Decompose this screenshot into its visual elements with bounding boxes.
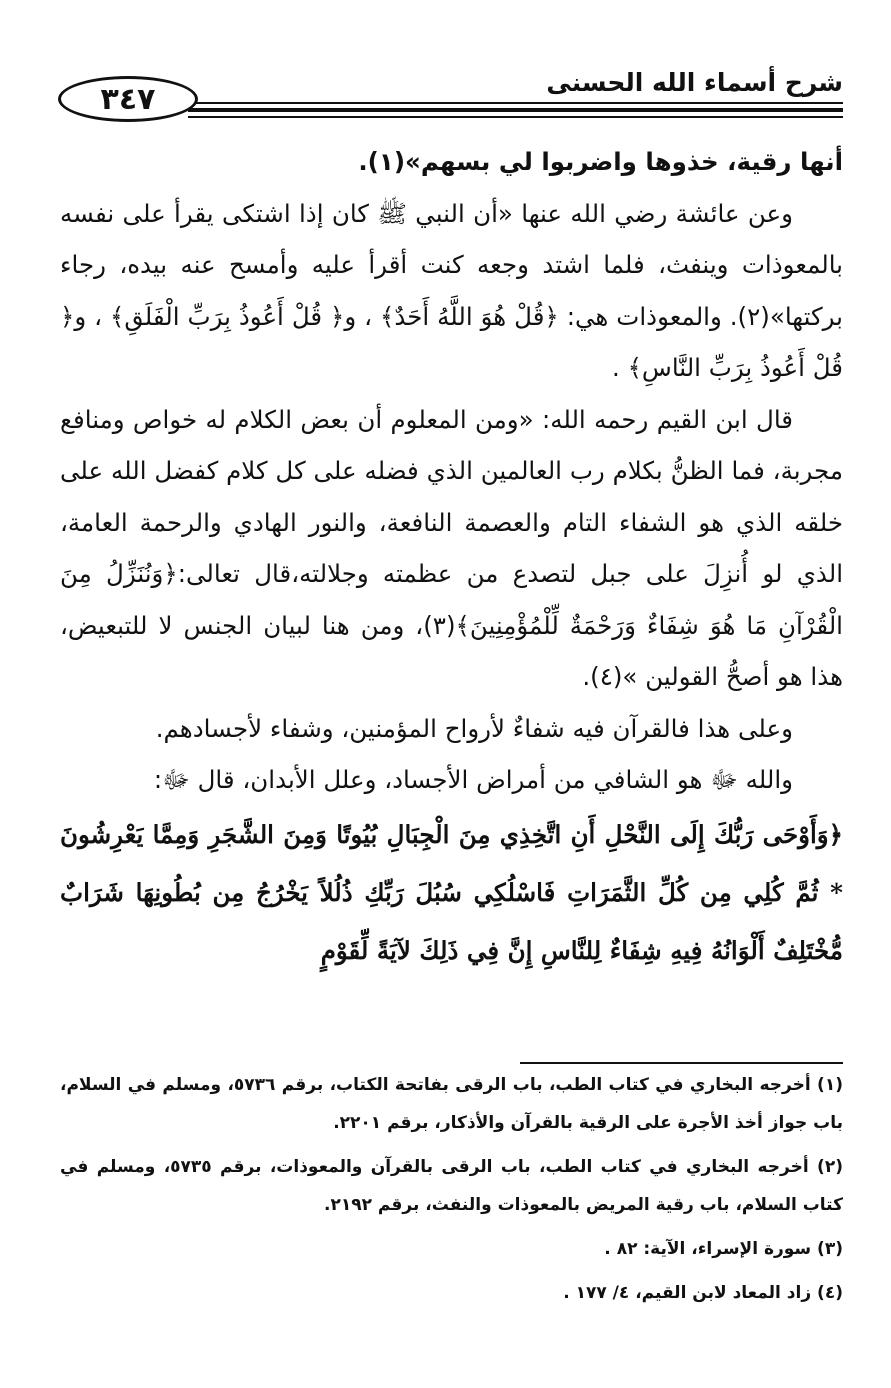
page-number: ٣٤٧	[58, 76, 198, 122]
quran-verse: ﴿وَأَوْحَى رَبُّكَ إِلَى النَّحْلِ أَنِ اتَّخِذِي مِنَ الْجِبَالِ بُيُوتًا وَمِنَ الشَّجَرِ وَمِمَّا يَعْرِشُونَ * ثُمَّ كُلِي مِن كُلِّ الثَّمَرَاتِ فَاسْلُكِي سُبُلَ رَبِّكِ ذُلُلاً يَخْرُجُ مِن بُطُونِهَا شَرَابٌ مُّخْتَلِفٌ أَلْوَانُهُ فِيهِ شِفَاءٌ لِلنَّاسِ إِنَّ فِي ذَلِكَ لآيَةً لِّقَوْمٍ	[60, 819, 843, 965]
footnote-4: (٤) زاد المعاد لابن القيم، ٤/ ١٧٧ .	[563, 1283, 843, 1303]
header-rule-top	[188, 102, 843, 104]
paragraph-3: قال ابن القيم رحمه الله: «ومن المعلوم أن بعض الكلام له خواص ومنافع مجربة، فما الظنُّ بكلام رب العالمين الذي فضله على كل كلام كفضل الله على خلقه الذي هو الشفاء التام والعصمة النافعة، والنور الهادي والرحمة العامة، الذي لو أُنزِلَ على جبل لتصدع من عظمته وجلالته،قال تعالى:﴿وَنُنَزِّلُ مِنَ الْقُرْآنِ مَا هُوَ شِفَاءٌ وَرَحْمَةٌ لِّلْمُؤْمِنِينَ﴾(٣)، ومن هنا لبيان الجنس لا للتبعيض، هذا هو أصحُّ القولين »(٤).	[60, 404, 843, 691]
footnote-3: (٣) سورة الإسراء، الآية: ٨٢ .	[604, 1239, 843, 1259]
page-header	[48, 68, 843, 130]
footnote-separator	[520, 1062, 843, 1064]
main-text	[60, 136, 843, 980]
paragraph-2: وعن عائشة رضي الله عنها «أن النبي ﷺ كان إذا اشتكى يقرأ على نفسه بالمعوذات وينفث، فلما اشتد وجعه كنت أقرأ عليه وأمسح عنه بيده، رجاء بركتها»(٢). والمعوذات هي: ﴿قُلْ هُوَ اللَّهُ أَحَدٌ﴾ ، و﴿ قُلْ أَعُوذُ بِرَبِّ الْفَلَقِ﴾ ، و﴿ قُلْ أَعُوذُ بِرَبِّ النَّاسِ﴾ .	[60, 198, 843, 382]
paragraph-5: والله ﷻ هو الشافي من أمراض الأجساد، وعلل الأبدان، قال ﷻ:	[153, 765, 793, 794]
footnote-2: (٢) أخرجه البخاري في كتاب الطب، باب الرقى بالقرآن والمعوذات، برقم ٥٧٣٥، ومسلم في كتاب السلام، باب رقية المريض بالمعوذات والنفث، برقم ٢١٩٢.	[60, 1157, 843, 1215]
header-rule-middle	[188, 108, 843, 112]
footnotes	[60, 1066, 843, 1318]
footnote-1: (١) أخرجه البخاري في كتاب الطب، باب الرقى بفاتحة الكتاب، برقم ٥٧٣٦، ومسلم في السلام، باب جواز أخذ الأجرة على الرقية بالقرآن والأذكار، برقم ٢٢٠١.	[60, 1075, 843, 1133]
header-rule-bottom	[188, 116, 843, 118]
paragraph-4: وعلى هذا فالقرآن فيه شفاءٌ لأرواح المؤمنين، وشفاء لأجسادهم.	[155, 713, 793, 743]
paragraph-1: أنها رقية، خذوها واضربوا لي بسهم»(١).	[358, 147, 843, 176]
book-title: شرح أسماء الله الحسنى	[546, 68, 843, 97]
